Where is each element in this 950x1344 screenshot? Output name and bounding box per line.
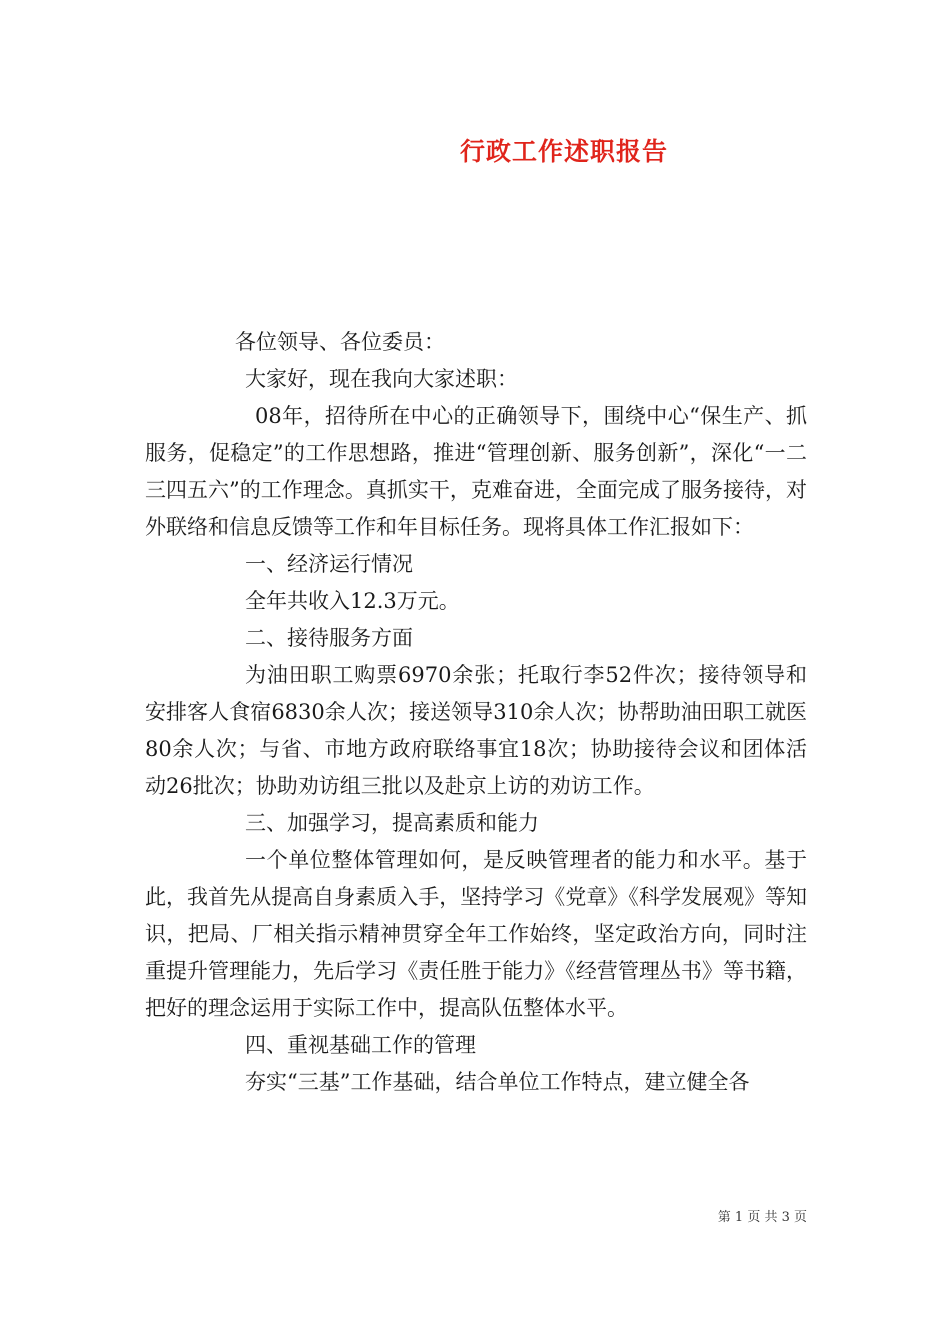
section-heading-3: 三、加强学习，提高素质和能力 [245, 811, 539, 835]
section-heading-2: 二、接待服务方面 [245, 626, 413, 650]
section-3-paragraph: 一个单位整体管理如何，是反映管理者的能力和水平。基于此，我首先从提高自身素质入手，坚持学习《党章》《科学发展观》等知识，把局、厂相关指示精神贯穿全年工作始终，坚定政治方向，同时注重提升管理能力，先后学习《责任胜于能力》《经营管理丛书》等书籍，把好的理念运用于实际工作中，提高队伍整体水平。 [145, 848, 807, 1020]
greeting: 大家好，现在我向大家述职： [245, 367, 518, 391]
section-1-paragraph: 全年共收入12.3万元。 [245, 589, 460, 613]
page-number-footer: 第 1 页 共 3 页 [717, 1210, 807, 1225]
intro-paragraph: 08年，招待所在中心的正确领导下，围绕中心“保生产、抓服务，促稳定”的工作思想路，推进“管理创新、服务创新”，深化“一二三四五六”的工作理念。真抓实干，克难奋进，全面完成了服务接待，对外联络和信息反馈等工作和年目标任务。现将具体工作汇报如下： [145, 404, 807, 539]
salutation: 各位领导、各位委员： [235, 330, 445, 354]
document-title: 行政工作述职报告 [459, 137, 668, 166]
section-4-paragraph: 夯实“三基”工作基础，结合单位工作特点，建立健全各 [245, 1070, 750, 1094]
section-heading-4: 四、重视基础工作的管理 [245, 1033, 476, 1057]
document-body [145, 324, 807, 1101]
section-2-paragraph: 为油田职工购票6970余张；托取行李52件次；接待领导和安排客人食宿6830余人次；接送领导310余人次；协帮助油田职工就医80余人次；与省、市地方政府联络事宜18次；协助接待会议和团体活动26批次；协助劝访组三批以及赴京上访的劝访工作。 [145, 663, 807, 798]
section-heading-1: 一、经济运行情况 [245, 552, 413, 576]
